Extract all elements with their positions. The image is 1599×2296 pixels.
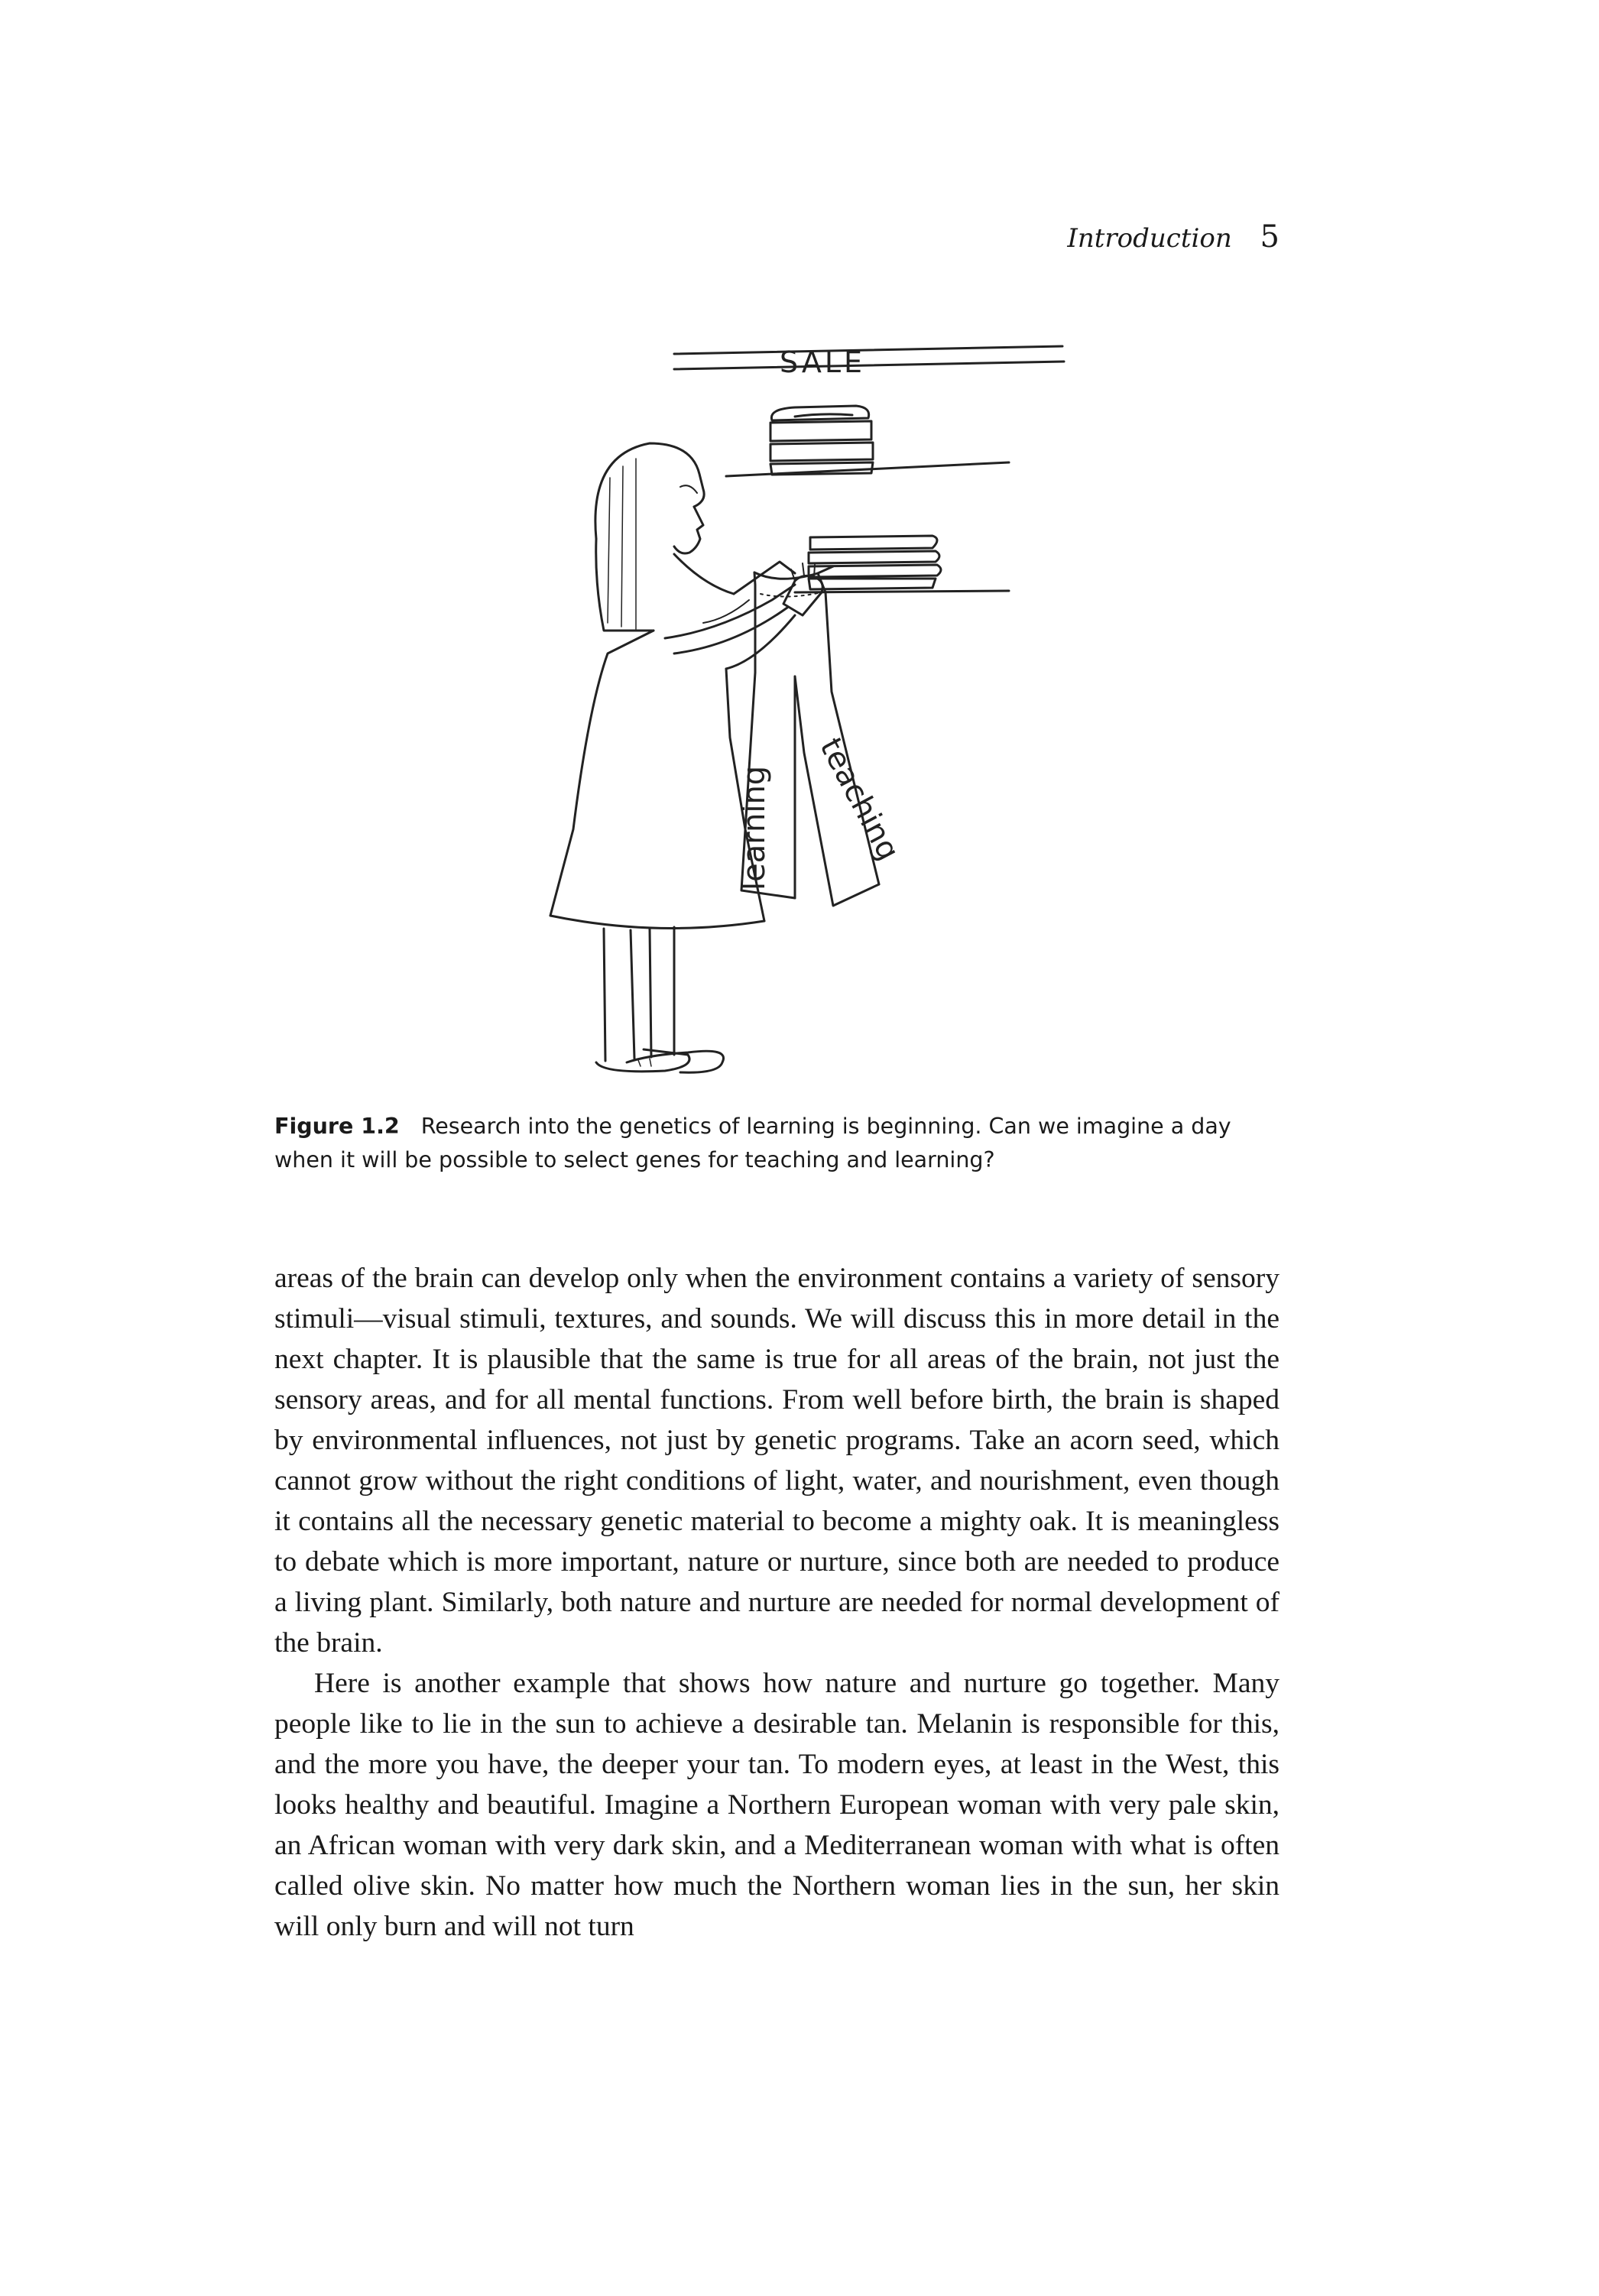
trousers	[737, 566, 906, 906]
paragraph: Here is another example that shows how nature and nurture go together. Many people like to lie in the sun to achieve a desirable tan. Melanin is responsible for this, and the more you have, the deeper your tan. To modern eyes, at least in the West, this looks healthy and beautiful. Imagine a Northern European woman with very pale skin, an African woman with very dark skin, and a Mediterranean woman with what is often called olive skin. No matter how much the Northern woman lies in the sun, her skin will only burn and will not turn	[274, 1668, 1280, 1942]
lower-shelf	[795, 536, 1009, 592]
running-head	[1067, 219, 1280, 255]
figure-illustration	[474, 310, 1085, 1074]
upper-shelf	[726, 406, 1009, 476]
trouser-leg-label-teaching: teaching	[812, 732, 907, 867]
figure-caption-text: Research into the genetics of learning is beginning. Can we imagine a day when it will be possible to select genes for teaching and learning?	[274, 1114, 1231, 1172]
drawing-canvas	[474, 310, 1085, 1074]
woman-figure	[550, 443, 822, 1072]
body-text	[274, 1258, 1280, 1947]
figure-label: Figure 1.2	[274, 1114, 400, 1139]
trouser-leg-label-learning: learning	[737, 765, 772, 890]
sale-sign	[674, 345, 1064, 379]
running-head-section: Introduction	[1067, 223, 1232, 254]
page-number: 5	[1260, 219, 1280, 255]
figure-caption	[274, 1110, 1280, 1177]
paragraph: areas of the brain can develop only when the environment contains a variety of sensory stimuli—visual stimuli, textures, and sounds. We will discuss this in more detail in the next chapter. It is plausible that the same is true for all areas of the brain, not just the sensory areas, and for all mental functions. From well before birth, the brain is shaped by environmental influences, not just by genetic programs. Take an acorn seed, which cannot grow without the right conditions of light, water, and nourishment, even though it contains all the necessary genetic material to become a mighty oak. It is meaningless to debate which is more important, nature or nurture, since both are needed to produce a living plant. Similarly, both nature and nurture are needed for normal development of the brain.	[274, 1263, 1280, 1659]
sale-sign-text: SALE	[780, 345, 866, 379]
